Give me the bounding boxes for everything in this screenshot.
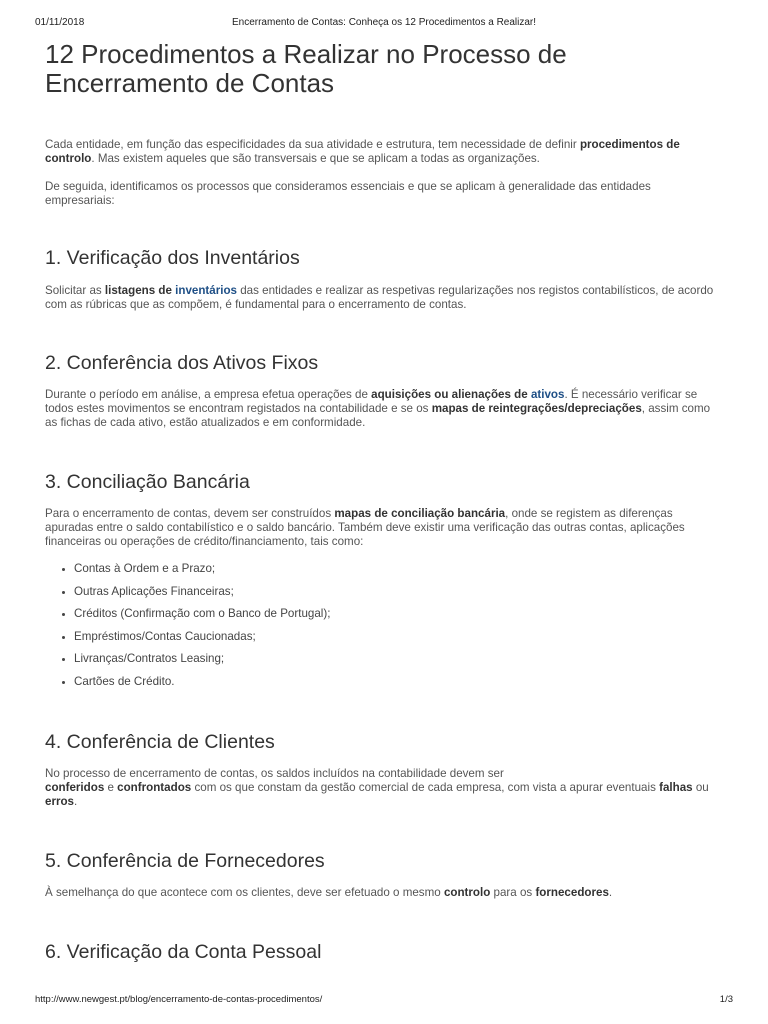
section-1-paragraph: Solicitar as listagens de inventários das entidades e realizar as respetivas regularizações nos registos contabilísticos, de acordo com as rúbricas que as compõem, é fundamental para o encerramento de contas. [45,284,714,311]
list-item: • Contas à Ordem e a Prazo; [74,562,721,575]
section-2-paragraph: Durante o período em análise, a empresa efetua operações de aquisições ou alienações de ativos. É necessário verificar se todos estes movimentos se encontram registados na contabilidade e se os mapas de reintegrações/depreciações, assim como as fichas de cada ativo, estão atualizados e em conformidade. [45,388,711,429]
list-item: • Empréstimos/Contas Caucionadas; [74,630,721,643]
section-3-paragraph: Para o encerramento de contas, devem ser construídos mapas de conciliação bancária, onde se registem as diferenças apuradas entre o saldo contabilístico e o saldo bancário. Também deve existir uma verificação das outras contas, aplicações financeiras ou operações de crédito/financiamento, tais como: [45,507,685,548]
page-url: http://www.newgest.pt/blog/encerramento-de-contas-procedimentos/ [35,994,323,1005]
inventarios-link[interactable]: inventários [175,284,238,297]
section-4-heading: 4. Conferência de Clientes [45,731,275,753]
article-title [45,40,721,98]
ativos-link[interactable]: ativos [530,388,565,401]
print-footer [35,994,733,1008]
page-number: 1/3 [719,994,733,1005]
list-item: • Livranças/Contratos Leasing; [74,652,721,665]
list-item: • Outras Aplicações Financeiras; [74,585,721,598]
section-2-heading: 2. Conferência dos Ativos Fixos [45,352,319,374]
article-title-line-2: Encerramento de Contas [45,68,335,98]
section-1-heading: 1. Verificação dos Inventários [45,247,300,269]
print-date: 01/11/2018 [35,17,85,28]
article-title-line-1: 12 Procedimentos a Realizar no Processo de [45,39,567,69]
intro-paragraph-1: Cada entidade, em função das especificidades da sua atividade e estrutura, tem necessidade de definir procedimentos de controlo. Mas existem aqueles que são transversais e que se aplicam a todas as organizações. [45,138,680,165]
print-header [35,17,733,31]
print-document-title: Encerramento de Contas: Conheça os 12 Procedimentos a Realizar! [231,17,537,28]
article [45,39,721,963]
list-item: • Cartões de Crédito. [74,675,721,688]
bank-items-list [45,562,721,698]
section-5-heading: 5. Conferência de Fornecedores [45,850,325,872]
section-5-paragraph: À semelhança do que acontece com os clientes, deve ser efetuado o mesmo controlo para os fornecedores. [45,886,613,899]
section-6-heading: 6. Verificação da Conta Pessoal [45,941,322,963]
section-3-heading: 3. Conciliação Bancária [45,471,250,493]
section-4-paragraph-rest: conferidos e confrontados com os que constam da gestão comercial de cada empresa, com vista a apurar eventuais falhas ou erros. [45,781,709,808]
section-4-paragraph-line-1: No processo de encerramento de contas, os saldos incluídos na contabilidade devem ser [45,767,504,780]
list-item: • Créditos (Confirmação com o Banco de Portugal); [74,607,721,620]
intro-paragraph-2: De seguida, identificamos os processos que consideramos essenciais e que se aplicam à generalidade das entidades empresariais: [45,180,651,207]
intro-bold-term: procedimentos de controlo [45,138,680,165]
